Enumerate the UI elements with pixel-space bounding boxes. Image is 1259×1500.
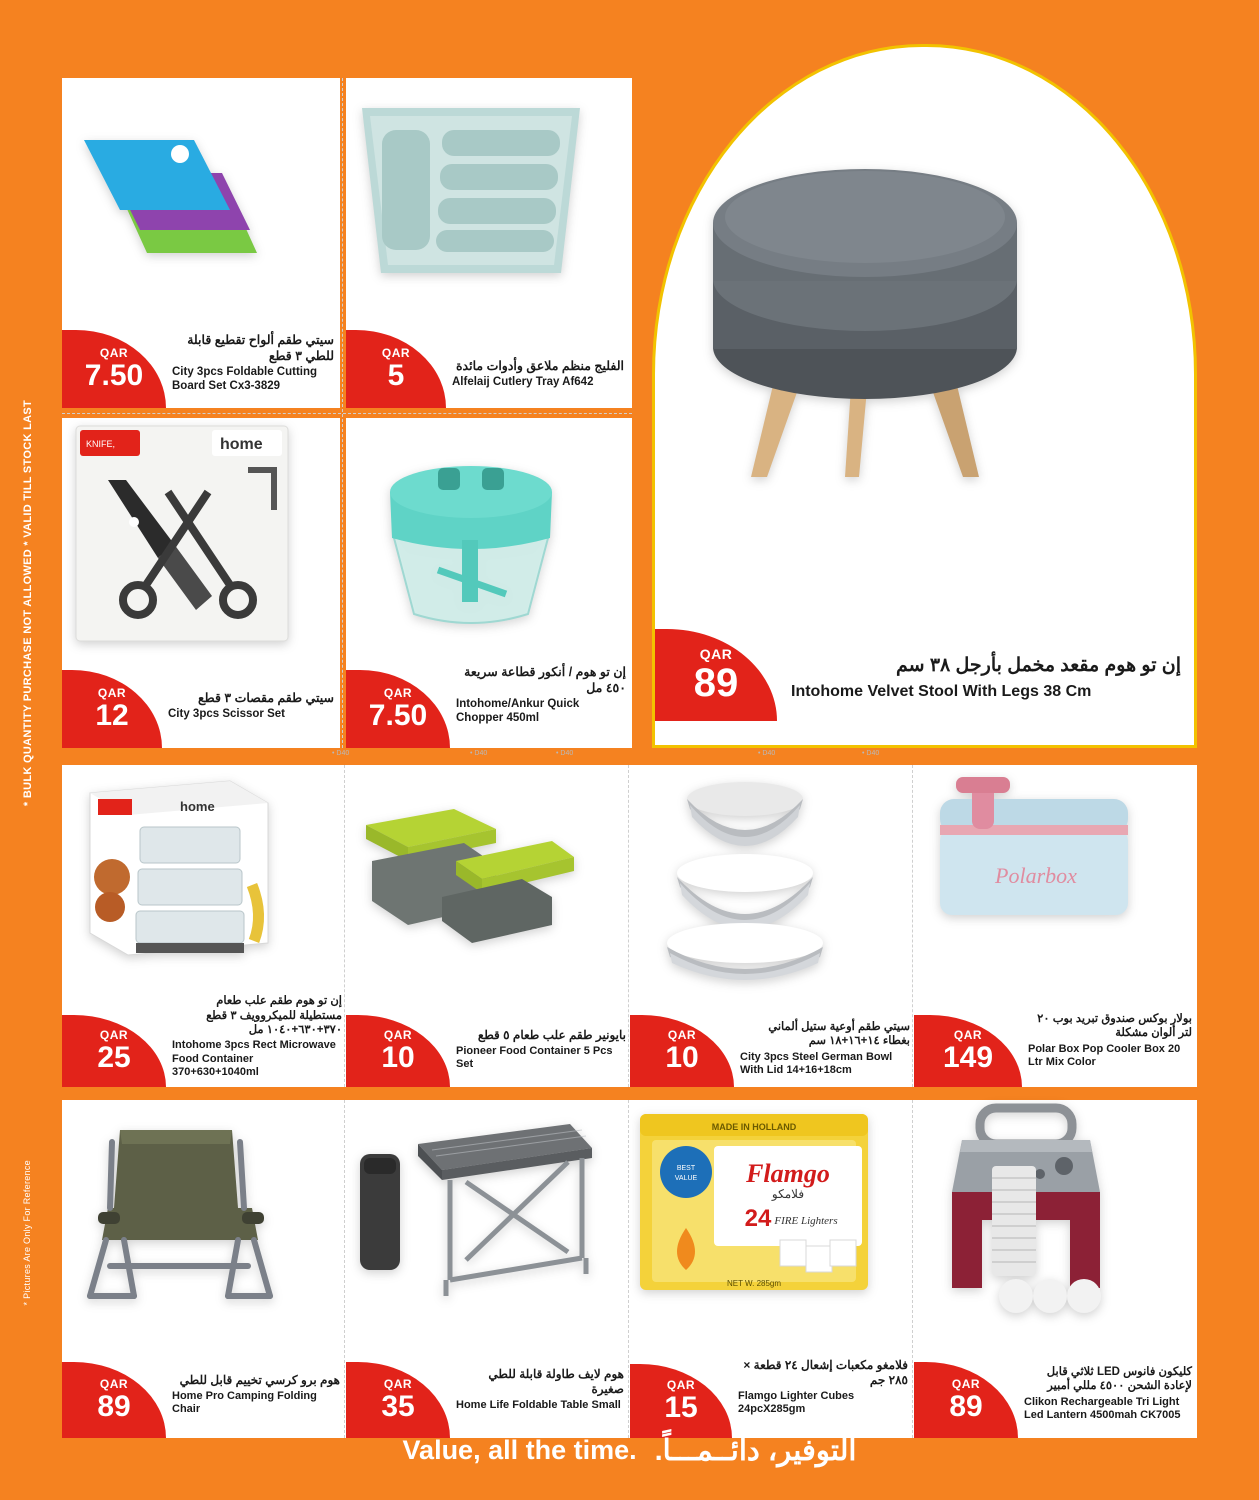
middle-product-row (62, 765, 1197, 1087)
svg-text:فلامكو: فلامكو (771, 1187, 805, 1201)
currency-label: QAR (699, 646, 733, 662)
product-name-ar: كليكون فانوس LED ثلاثي قابل لإعادة الشحن ٤٥٠٠ مللي أمبير (1046, 1365, 1192, 1393)
product-name-en: Intohome Velvet Stool With Legs 38 Cm (791, 682, 1092, 700)
polar-box-image (914, 765, 1197, 955)
price-badge-polar-box (914, 1015, 1022, 1087)
product-name-en: Home Pro Camping Folding Chair (172, 1389, 317, 1415)
product-name-en: Home Life Foldable Table Small (456, 1398, 621, 1411)
product-card-led-lantern[interactable] (914, 1100, 1197, 1438)
price-badge-velvet-stool (655, 629, 777, 721)
divider-vertical (912, 1100, 913, 1438)
product-name-en: Clikon Rechargeable Tri Light Led Lantern 4500mah CK7005 (1024, 1395, 1181, 1421)
perforation-mark: • D40 (758, 750, 776, 757)
product-name-en: Flamgo Lighter Cubes 24pcX285gm (738, 1389, 855, 1415)
price-value: 89 (949, 1390, 983, 1423)
price-value: 5 (387, 359, 405, 392)
labels-polar-box (1028, 1012, 1192, 1069)
product-name-ar: سيتي طقم أوعية ستيل ألماني بغطاء ١٤+١٦+١٨ سم (768, 1020, 910, 1048)
svg-text:home: home (180, 799, 215, 814)
svg-text:BEST: BEST (676, 1165, 696, 1172)
side-note-top (22, 400, 34, 806)
price-value: 25 (97, 1041, 131, 1074)
cutlery-tray-image (346, 78, 632, 298)
pioneer-container-image (346, 765, 630, 960)
price-value: 7.50 (368, 699, 428, 732)
labels-lighter-cubes (738, 1358, 908, 1416)
perforation-mark: • D40 (862, 750, 880, 757)
product-name-ar: فلامغو مكعبات إشعال ٢٤ قطعة × ٢٨٥ جم (743, 1357, 908, 1387)
svg-text:VALUE: VALUE (674, 1175, 698, 1182)
labels-pioneer-container (456, 1028, 626, 1071)
product-name-ar: إن تو هوم / أنكور قطاعة سريعة ٤٥٠ مل (464, 665, 626, 695)
price-value: 149 (942, 1041, 994, 1074)
product-card-lighter-cubes[interactable] (630, 1100, 914, 1438)
currency-label: QAR (99, 1028, 129, 1042)
currency-label: QAR (383, 1028, 413, 1042)
labels-steel-bowl (740, 1020, 910, 1077)
cutting-board-image (62, 78, 340, 283)
product-card-scissor-set[interactable] (62, 418, 340, 748)
currency-label: QAR (97, 686, 127, 700)
price-value: 7.50 (84, 359, 144, 392)
product-card-velvet-stool[interactable] (652, 44, 1197, 748)
product-name-en: City 3pcs Steel German Bowl With Lid 14+16+18cm (740, 1050, 893, 1076)
price-badge-scissor-set (62, 670, 162, 748)
product-name-ar: الفليج منظم ملاعق وأدوات مائدة (456, 358, 624, 373)
currency-label: QAR (667, 1028, 697, 1042)
divider-horizontal (62, 413, 632, 414)
product-name-ar: هوم برو كرسي تخييم قابل للطي (179, 1372, 340, 1387)
currency-label: QAR (99, 346, 129, 360)
perforation-mark: • D40 (556, 750, 574, 757)
product-card-cutting-board[interactable] (62, 78, 340, 408)
product-card-pioneer-container[interactable] (346, 765, 630, 1087)
labels-quick-chopper (456, 665, 626, 726)
product-name-ar: إن تو هوم مقعد مخمل بأرجل ٣٨ سم (895, 655, 1181, 677)
velvet-stool-image (655, 47, 1194, 482)
side-note-bottom-en: * Pictures Are Only For Reference (22, 1160, 32, 1306)
price-value: 10 (381, 1041, 415, 1074)
svg-text:FIRE Lighters: FIRE Lighters (774, 1215, 838, 1227)
side-note-top-en: * BULK QUANTITY PURCHASE NOT ALLOWED * VALID TILL STOCK LAST (22, 400, 34, 807)
svg-text:home: home (220, 436, 263, 453)
price-badge-microwave-container (62, 1015, 166, 1087)
footer-slogan (0, 1420, 1259, 1480)
product-name-en: City 3pcs Foldable Cutting Board Set Cx3-3829 (172, 366, 318, 393)
top-left-product-block (62, 78, 632, 748)
lighter-cubes-image (630, 1100, 914, 1310)
price-badge-pioneer-container (346, 1015, 450, 1087)
side-note-bottom (22, 1160, 32, 1305)
divider-vertical (628, 1100, 629, 1438)
product-card-camping-chair[interactable] (62, 1100, 346, 1438)
product-card-foldable-table[interactable] (346, 1100, 630, 1438)
product-card-cutlery-tray[interactable] (346, 78, 632, 408)
divider-vertical (912, 765, 913, 1087)
product-name-ar: بايونير طقم علب طعام ٥ قطع (477, 1027, 626, 1042)
product-name-en: Pioneer Food Container 5 Pcs Set (456, 1044, 613, 1070)
slogan-en: Value, all the time. (402, 1434, 637, 1465)
currency-label: QAR (951, 1377, 981, 1391)
price-badge-steel-bowl (630, 1015, 734, 1087)
scissor-set-image (62, 418, 340, 653)
quick-chopper-image (346, 418, 632, 653)
currency-label: QAR (381, 346, 411, 360)
labels-led-lantern (1024, 1365, 1192, 1422)
labels-cutting-board (172, 333, 334, 394)
labels-scissor-set (168, 691, 334, 722)
slogan-ar: التوفير، دائــمـــاً. (654, 1434, 857, 1467)
price-badge-quick-chopper (346, 670, 450, 748)
product-name-en: City 3pcs Scissor Set (168, 708, 285, 721)
svg-text:24: 24 (744, 1205, 772, 1232)
price-badge-cutting-board (62, 330, 166, 408)
perforation-mark: • D40 (332, 750, 350, 757)
product-name-ar: سيتي طقم مقصات ٣ قطع (198, 690, 334, 705)
product-name-ar: إن تو هوم طقم علب طعام مستطيلة للميكروويف ٣ قطع ٣٧٠+٦٣٠+١٠٤٠ مل (206, 995, 342, 1037)
camping-chair-image (62, 1100, 346, 1320)
currency-label: QAR (383, 686, 413, 700)
product-card-steel-bowl[interactable] (630, 765, 914, 1087)
divider-vertical (344, 765, 345, 1087)
labels-camping-chair (172, 1373, 340, 1416)
price-value: 89 (97, 1390, 131, 1423)
divider-vertical (628, 765, 629, 1087)
labels-foldable-table (456, 1367, 624, 1412)
price-value: 15 (664, 1391, 698, 1424)
product-name-en: Intohome/Ankur Quick Chopper 450ml (456, 698, 580, 725)
divider-vertical (344, 1100, 345, 1438)
svg-text:Flamgo: Flamgo (746, 1159, 830, 1188)
currency-label: QAR (99, 1377, 129, 1391)
price-value: 12 (95, 699, 129, 732)
perforation-mark: • D40 (470, 750, 488, 757)
product-card-microwave-container[interactable] (62, 765, 346, 1087)
labels-microwave-container (172, 994, 342, 1079)
currency-label: QAR (953, 1028, 983, 1042)
svg-text:Polarbox: Polarbox (995, 863, 1077, 888)
price-value: 35 (381, 1390, 415, 1423)
product-name-ar: هوم لايف طاولة قابلة للطي صغيرة (488, 1366, 624, 1396)
led-lantern-image (914, 1100, 1197, 1320)
price-value: 89 (693, 661, 739, 705)
svg-text:KNIFE,: KNIFE, (86, 439, 116, 449)
svg-text:NET W. 285gm: NET W. 285gm (726, 1279, 782, 1288)
labels-cutlery-tray (452, 359, 624, 390)
product-name-en: Intohome 3pcs Rect Microwave Food Container 370+630+1040ml (172, 1039, 336, 1078)
product-name-en: Polar Box Pop Cooler Box 20 Ltr Mix Color (1028, 1042, 1181, 1068)
product-card-quick-chopper[interactable] (346, 418, 632, 748)
steel-bowl-image (630, 765, 914, 1000)
product-name-ar: بولار بوكس صندوق تبريد بوب ٢٠ لتر ألوان مشكلة (1037, 1012, 1192, 1040)
foldable-table-image (346, 1100, 630, 1320)
price-badge-cutlery-tray (346, 330, 446, 408)
product-card-polar-box[interactable] (914, 765, 1197, 1087)
bottom-product-row (62, 1100, 1197, 1438)
labels-velvet-stool (791, 654, 1181, 701)
microwave-container-image (62, 765, 346, 970)
product-name-en: Alfelaij Cutlery Tray Af642 (452, 376, 594, 389)
currency-label: QAR (383, 1377, 413, 1391)
price-value: 10 (665, 1041, 699, 1074)
product-name-ar: سيتي طقم ألواح تقطيع قابلة للطي ٣ قطع (187, 333, 334, 363)
currency-label: QAR (666, 1378, 696, 1392)
svg-text:MADE IN HOLLAND: MADE IN HOLLAND (711, 1122, 797, 1132)
